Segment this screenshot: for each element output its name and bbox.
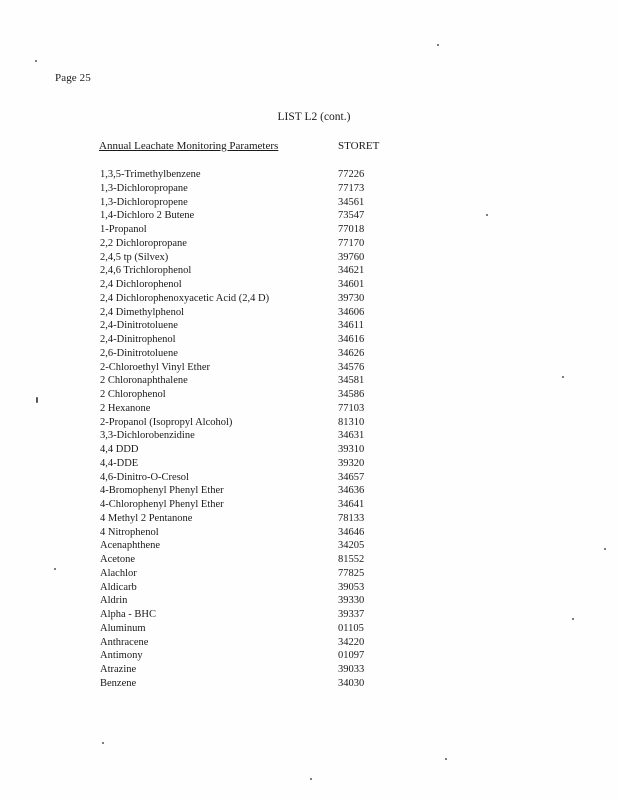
table-row <box>0 347 618 361</box>
parameter-name: Anthracene <box>100 636 149 648</box>
storet-code: 34621 <box>338 265 365 277</box>
parameter-name: Acetone <box>100 554 135 565</box>
table-row <box>0 567 618 581</box>
table-row <box>0 663 618 677</box>
parameter-name: 1,3-Dichloropropene <box>100 196 188 208</box>
table-row <box>0 498 618 512</box>
storet-code: 81310 <box>338 416 365 428</box>
scan-speck <box>310 778 312 780</box>
parameter-name: 3,3-Dichlorobenzidine <box>100 430 195 442</box>
storet-code: 78133 <box>338 512 365 524</box>
table-row <box>0 251 618 265</box>
parameter-column-header: Annual Leachate Monitoring Parameters <box>99 140 279 152</box>
scan-speck <box>486 214 488 216</box>
parameter-name: 2,4,5 tp (Silvex) <box>100 251 169 263</box>
table-row <box>0 443 618 457</box>
storet-code: 34606 <box>338 306 365 318</box>
parameter-name: 2,4,6 Trichlorophenol <box>100 265 192 277</box>
table-row <box>0 292 618 306</box>
storet-code: 34657 <box>338 471 365 483</box>
scan-speck <box>437 44 439 46</box>
parameter-name: Benzene <box>100 677 137 689</box>
storet-code: 73547 <box>338 210 365 222</box>
table-row <box>0 402 618 416</box>
parameter-name: 2 Hexanone <box>100 402 151 414</box>
storet-code: 39760 <box>338 251 365 263</box>
storet-code: 34220 <box>338 636 365 648</box>
storet-code: 34205 <box>338 540 365 552</box>
storet-code: 34586 <box>338 389 365 400</box>
storet-code: 01105 <box>338 622 364 634</box>
scan-speck <box>54 568 56 570</box>
scan-speck <box>35 60 37 62</box>
table-row <box>0 457 618 471</box>
table-row <box>0 608 618 622</box>
table-row <box>0 361 618 375</box>
parameter-name: 4-Chlorophenyl Phenyl Ether <box>100 499 224 510</box>
table-row <box>0 333 618 347</box>
table-row <box>0 416 618 430</box>
scan-speck <box>445 758 447 760</box>
table-row <box>0 388 618 402</box>
parameter-name: Aldicarb <box>100 581 137 593</box>
table-row <box>0 649 618 663</box>
storet-code: 34030 <box>338 677 365 689</box>
parameter-name: 1-Propanol <box>100 224 147 235</box>
storet-code: 39310 <box>338 444 365 455</box>
parameter-name: 2,4 Dichlorophenoxyacetic Acid (2,4 D) <box>100 292 270 304</box>
storet-code: 77226 <box>338 169 365 180</box>
parameter-name: 1,3,5-Trimethylbenzene <box>100 169 201 180</box>
storet-code: 81552 <box>338 554 365 565</box>
parameter-table <box>0 168 618 691</box>
table-row <box>0 168 618 182</box>
storet-code: 34636 <box>338 485 365 497</box>
parameter-name: 4-Bromophenyl Phenyl Ether <box>100 485 224 497</box>
storet-code: 34616 <box>338 334 365 345</box>
parameter-name: 2-Chloroethyl Vinyl Ether <box>100 361 210 373</box>
storet-code: 34626 <box>338 347 365 359</box>
storet-code: 77170 <box>338 237 365 249</box>
storet-code: 39330 <box>338 595 365 607</box>
table-row <box>0 471 618 485</box>
parameter-name: 2,4 Dichlorophenol <box>100 279 182 290</box>
parameter-name: Alachlor <box>100 567 137 579</box>
table-row <box>0 237 618 251</box>
storet-code: 39033 <box>338 664 365 675</box>
table-row <box>0 223 618 237</box>
parameter-name: 2,4-Dinitrophenol <box>100 334 176 345</box>
table-row <box>0 594 618 608</box>
table-row <box>0 278 618 292</box>
list-title: LIST L2 (cont.) <box>277 111 351 123</box>
table-row <box>0 429 618 443</box>
storet-code: 39053 <box>338 581 365 593</box>
scan-speck <box>562 376 564 378</box>
parameter-name: 2-Propanol (Isopropyl Alcohol) <box>100 416 233 428</box>
parameter-name: 2 Chloronaphthalene <box>100 375 188 387</box>
storet-code: 39730 <box>338 292 365 304</box>
scan-speck <box>604 548 606 550</box>
table-row <box>0 182 618 196</box>
table-row <box>0 636 618 650</box>
storet-code: 77018 <box>338 224 365 235</box>
storet-code: 34646 <box>338 526 365 538</box>
parameter-name: 2,4 Dimethylphenol <box>100 306 184 318</box>
storet-code: 77173 <box>338 182 365 194</box>
parameter-name: Antimony <box>100 650 143 662</box>
table-row <box>0 677 618 691</box>
storet-code: 01097 <box>338 650 365 662</box>
storet-code: 34581 <box>338 375 365 387</box>
table-row <box>0 209 618 223</box>
scan-speck <box>36 397 38 403</box>
storet-code: 77103 <box>338 402 365 414</box>
scan-speck <box>572 618 574 620</box>
table-row <box>0 581 618 595</box>
parameter-name: 4,4 DDD <box>100 444 139 455</box>
table-row <box>0 319 618 333</box>
page-number: Page 25 <box>55 72 91 84</box>
scan-speck <box>102 742 104 744</box>
table-row <box>0 539 618 553</box>
table-row <box>0 264 618 278</box>
parameter-name: Atrazine <box>100 664 137 675</box>
parameter-name: 2,4-Dinitrotoluene <box>100 320 178 332</box>
storet-code: 34641 <box>338 499 365 510</box>
storet-code: 34576 <box>338 361 365 373</box>
parameter-name: 1,3-Dichloropropane <box>100 182 188 194</box>
parameter-name: 2,2 Dichloropropane <box>100 237 187 249</box>
storet-code: 39337 <box>338 609 365 620</box>
table-row <box>0 306 618 320</box>
parameter-name: Aldrin <box>100 595 128 607</box>
parameter-name: 4 Methyl 2 Pentanone <box>100 512 193 524</box>
storet-code: 39320 <box>338 457 365 469</box>
table-row <box>0 196 618 210</box>
storet-code: 34561 <box>338 196 365 208</box>
parameter-name: 4 Nitrophenol <box>100 526 159 538</box>
storet-code: 77825 <box>338 567 365 579</box>
parameter-name: 4,4-DDE <box>100 457 139 469</box>
table-row <box>0 484 618 498</box>
table-row <box>0 526 618 540</box>
parameter-name: Acenaphthene <box>100 540 161 552</box>
table-row <box>0 512 618 526</box>
parameter-name: 1,4-Dichloro 2 Butene <box>100 210 195 222</box>
storet-code: 34611 <box>338 320 364 332</box>
table-row <box>0 374 618 388</box>
table-row <box>0 553 618 567</box>
parameter-name: 2 Chlorophenol <box>100 389 166 400</box>
parameter-name: 2,6-Dinitrotoluene <box>100 347 178 359</box>
parameter-name: Alpha - BHC <box>100 609 156 620</box>
table-row <box>0 622 618 636</box>
parameter-name: Aluminum <box>100 622 146 634</box>
parameter-name: 4,6-Dinitro-O-Cresol <box>100 471 189 483</box>
storet-column-header: STORET <box>338 140 380 152</box>
storet-code: 34601 <box>338 279 365 290</box>
storet-code: 34631 <box>338 430 365 442</box>
